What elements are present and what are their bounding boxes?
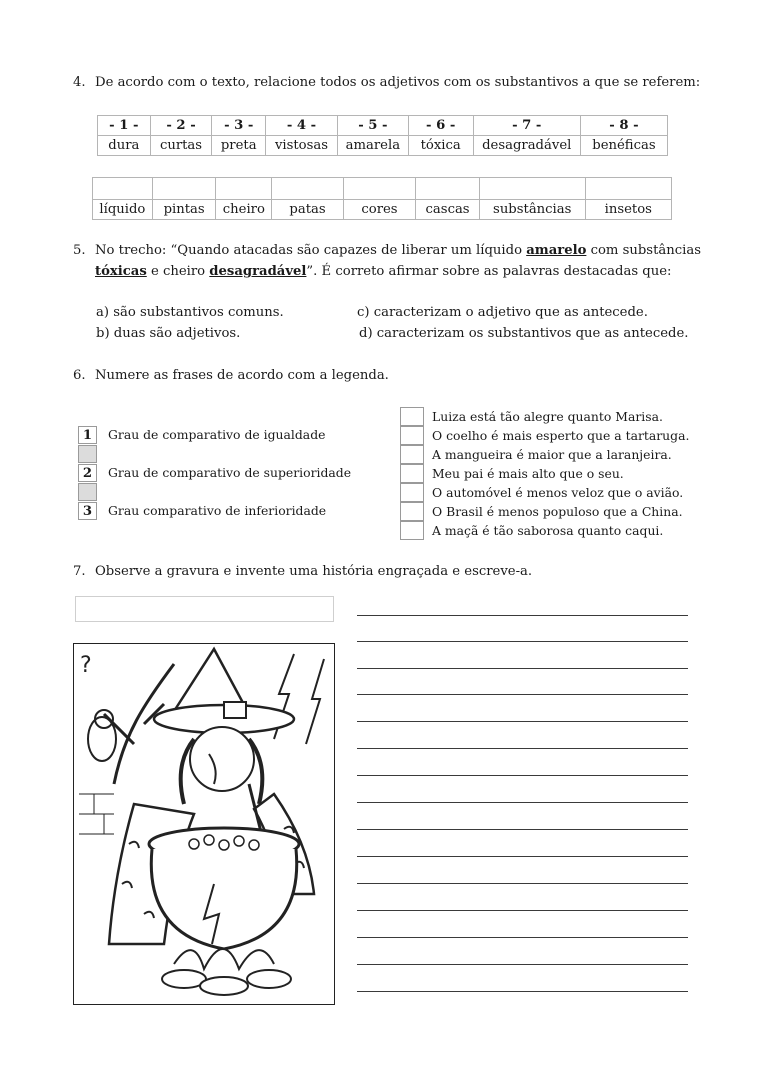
question-text: Observe a gravura e invente uma história engraçada e escreve-a. — [95, 564, 533, 579]
highlighted-word: tóxicas — [95, 264, 147, 279]
legend-number-box: 3 — [78, 502, 97, 520]
sentence-text: O coelho é mais esperto que a tartaruga. — [432, 428, 690, 443]
question-6 — [73, 366, 389, 385]
nouns-table — [92, 177, 672, 220]
writing-line[interactable] — [357, 668, 688, 669]
writing-line[interactable] — [357, 721, 688, 722]
answer-row — [93, 178, 672, 200]
adjectives-row — [98, 136, 668, 156]
adjective-cell: curtas — [150, 136, 212, 156]
writing-line[interactable] — [357, 641, 688, 642]
option-c[interactable]: c) caracterizam o adjetivo que as antecede. — [357, 305, 648, 320]
witch-drawing — [74, 644, 335, 1005]
noun-cell: pintas — [152, 200, 216, 220]
writing-line[interactable] — [357, 856, 688, 857]
noun-cell: insetos — [585, 200, 671, 220]
sentence-text: O automóvel é menos veloz que o avião. — [432, 485, 684, 500]
sentence-answer-box[interactable] — [400, 426, 424, 445]
question-text-part: e cheiro — [146, 264, 210, 279]
sentence-text: O Brasil é menos populoso que a China. — [432, 504, 683, 519]
header-cell: - 3 - — [212, 116, 266, 136]
writing-line[interactable] — [357, 883, 688, 884]
header-cell: - 8 - — [580, 116, 667, 136]
writing-line[interactable] — [357, 937, 688, 938]
question-number: 7. — [73, 564, 86, 579]
legend-spacer — [78, 483, 97, 501]
sentence-text: A mangueira é maior que a laranjeira. — [432, 447, 672, 462]
option-a[interactable]: a) são substantivos comuns. — [96, 305, 284, 320]
sentence-text: Luiza está tão alegre quanto Marisa. — [432, 409, 663, 424]
writing-line[interactable] — [357, 964, 688, 965]
writing-line[interactable] — [357, 802, 688, 803]
answer-cell[interactable] — [93, 178, 153, 200]
question-number: 6. — [73, 368, 86, 383]
header-cell: - 6 - — [408, 116, 473, 136]
header-cell: - 5 - — [337, 116, 408, 136]
noun-cell: patas — [272, 200, 343, 220]
legend-spacer — [78, 445, 97, 463]
writing-line[interactable] — [357, 991, 688, 992]
svg-text:?: ? — [80, 653, 92, 678]
writing-line[interactable] — [357, 615, 688, 616]
answer-cell[interactable] — [479, 178, 585, 200]
question-7 — [73, 562, 532, 581]
answer-cell[interactable] — [152, 178, 216, 200]
option-d[interactable]: d) caracterizam os substantivos que as antecede. — [359, 326, 689, 341]
witch-illustration — [73, 643, 335, 1005]
writing-line[interactable] — [357, 694, 688, 695]
adjective-cell: tóxica — [408, 136, 473, 156]
question-number: 5. — [73, 243, 86, 258]
adjectives-table — [97, 115, 668, 156]
answer-cell[interactable] — [585, 178, 671, 200]
writing-line[interactable] — [357, 748, 688, 749]
legend-number-box: 1 — [78, 426, 97, 444]
question-text-part: com substâncias — [586, 243, 701, 258]
adjective-cell: vistosas — [266, 136, 338, 156]
question-5-line2 — [95, 262, 671, 281]
story-title-box[interactable] — [75, 596, 334, 622]
adjective-cell: dura — [98, 136, 151, 156]
sentence-answer-box[interactable] — [400, 464, 424, 483]
question-text-part: No trecho: “Quando atacadas são capazes de liberar um líquido — [95, 243, 527, 258]
answer-cell[interactable] — [343, 178, 415, 200]
question-number: 4. — [73, 75, 86, 90]
legend-label: Grau comparativo de inferioridade — [108, 503, 327, 518]
legend-number-box: 2 — [78, 464, 97, 482]
question-5 — [73, 241, 701, 260]
writing-line[interactable] — [357, 910, 688, 911]
header-cell: - 4 - — [266, 116, 338, 136]
writing-line[interactable] — [357, 775, 688, 776]
answer-cell[interactable] — [216, 178, 272, 200]
sentence-answer-box[interactable] — [400, 521, 424, 540]
noun-cell: cascas — [416, 200, 480, 220]
header-cell: - 2 - — [150, 116, 212, 136]
sentence-answer-box[interactable] — [400, 483, 424, 502]
sentence-text: Meu pai é mais alto que o seu. — [432, 466, 624, 481]
highlighted-word: amarelo — [526, 243, 587, 258]
noun-cell: substâncias — [479, 200, 585, 220]
question-text-part: ”. É correto afirmar sobre as palavras destacadas que: — [306, 264, 672, 279]
sentence-text: A maçã é tão saborosa quanto caqui. — [432, 523, 664, 538]
noun-cell: cores — [343, 200, 415, 220]
question-4 — [73, 73, 700, 92]
adjective-cell: amarela — [337, 136, 408, 156]
question-text: Numere as frases de acordo com a legenda. — [95, 368, 389, 383]
answer-cell[interactable] — [416, 178, 480, 200]
header-cell: - 7 - — [473, 116, 580, 136]
highlighted-word: desagradável — [209, 264, 307, 279]
legend-label: Grau de comparativo de igualdade — [108, 427, 326, 442]
answer-cell[interactable] — [272, 178, 343, 200]
writing-line[interactable] — [357, 829, 688, 830]
option-b[interactable]: b) duas são adjetivos. — [96, 326, 241, 341]
nouns-row — [93, 200, 672, 220]
legend-label: Grau de comparativo de superioridade — [108, 465, 352, 480]
adjective-cell: benéficas — [580, 136, 667, 156]
sentence-answer-box[interactable] — [400, 502, 424, 521]
noun-cell: líquido — [93, 200, 153, 220]
question-text: De acordo com o texto, relacione todos os adjetivos com os substantivos a que se referem: — [95, 75, 701, 90]
adjective-cell: desagradável — [473, 136, 580, 156]
adjectives-header-row — [98, 116, 668, 136]
sentence-answer-box[interactable] — [400, 407, 424, 426]
noun-cell: cheiro — [216, 200, 272, 220]
adjective-cell: preta — [212, 136, 266, 156]
header-cell: - 1 - — [98, 116, 151, 136]
sentence-answer-box[interactable] — [400, 445, 424, 464]
